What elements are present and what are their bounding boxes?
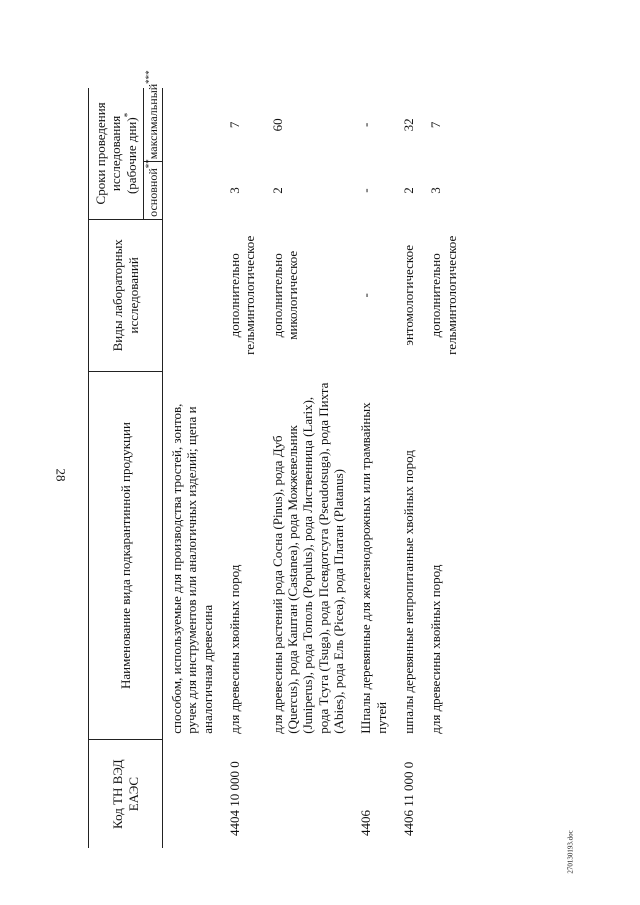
cell-max: 32 xyxy=(401,118,417,132)
page-number xyxy=(52,455,68,495)
cell-base: 2 xyxy=(401,187,417,194)
header-max-text: максимальный xyxy=(145,83,160,160)
cell-name: способом, используемые для производства тростей, зонтов, ручек для инструментов или аналогичных изделий; щепа и аналогичная древесина xyxy=(169,403,215,734)
cell-base: 3 xyxy=(227,187,243,194)
cell-base: 2 xyxy=(269,187,285,194)
cell-research: дополнительно микологическое xyxy=(269,250,301,340)
header-code-text: Код ТН ВЭД ЕАЭС xyxy=(110,759,141,829)
page-number-text: 28 xyxy=(53,468,68,482)
cell-research: дополнительно гельминтологическое xyxy=(428,235,459,355)
header-terms xyxy=(89,88,144,219)
table-row xyxy=(221,88,264,848)
cell-max: 7 xyxy=(428,121,444,129)
header-name xyxy=(89,371,163,739)
header-base xyxy=(143,159,162,220)
header-code xyxy=(89,740,163,848)
header-research xyxy=(89,219,163,371)
table-row xyxy=(163,88,221,848)
cell-base xyxy=(163,162,221,220)
cell-max xyxy=(163,88,221,162)
cell-research: - xyxy=(358,293,374,298)
document-reference xyxy=(566,820,576,884)
header-terms-mark: * xyxy=(122,112,133,118)
cell-code xyxy=(163,740,221,848)
header-research-text: Виды лабораторных исследований xyxy=(110,239,141,352)
cell-code xyxy=(264,740,353,848)
cell-code: 4404 10 000 0 xyxy=(227,761,243,836)
cell-base: 3 xyxy=(428,187,444,194)
cell-code xyxy=(422,740,465,848)
header-max-mark: *** xyxy=(143,70,154,84)
cell-research xyxy=(163,219,221,371)
cell-name: для древесины хвойных пород xyxy=(227,564,243,734)
header-name-text: Наименование вида подкарантинной продукции xyxy=(117,422,133,689)
cell-code: 4406 xyxy=(358,810,374,836)
cell-code: 4406 11 000 0 xyxy=(401,761,417,836)
header-base-text: основной xyxy=(145,168,160,217)
header-base-mark: ** xyxy=(143,159,154,169)
quarantine-table-area xyxy=(88,70,568,848)
header-max xyxy=(143,70,162,162)
cell-name: Шпалы деревянные для железнодорожных или трамвайных путей xyxy=(358,402,389,734)
cell-base: - xyxy=(358,188,374,193)
cell-name: шпалы деревянные непропитанные хвойных пород xyxy=(401,450,417,734)
cell-max: 60 xyxy=(269,118,285,132)
cell-name: для древесины растений рода Сосна (Pinus), рода Дуб (Quercus), рода Каштан (Castanea), рода Можжевельник (Juniperus), рода Тополь (Populus), рода Лиственница (Larix), рода Тсуга (Tsuga), рода Псевдотсуга (Pseudotsuga), рода Пихта (Abies), рода Ель (Picea), рода Платан (Platanus) xyxy=(269,382,347,734)
table-row xyxy=(264,88,353,848)
cell-max: 7 xyxy=(227,121,243,129)
quarantine-products-table xyxy=(88,70,465,848)
table-row xyxy=(422,88,465,848)
cell-name: для древесины хвойных пород xyxy=(428,564,444,734)
cell-research: энтомологическое xyxy=(401,245,417,346)
table-row xyxy=(395,88,422,848)
document-reference-text: 270130193.doc xyxy=(567,830,576,874)
cell-research: дополнительно гельминтологическое xyxy=(227,235,258,355)
table-row xyxy=(352,88,395,848)
cell-max: - xyxy=(358,122,374,128)
header-terms-text: Сроки проведения исследования (рабочие дни) xyxy=(93,102,139,205)
